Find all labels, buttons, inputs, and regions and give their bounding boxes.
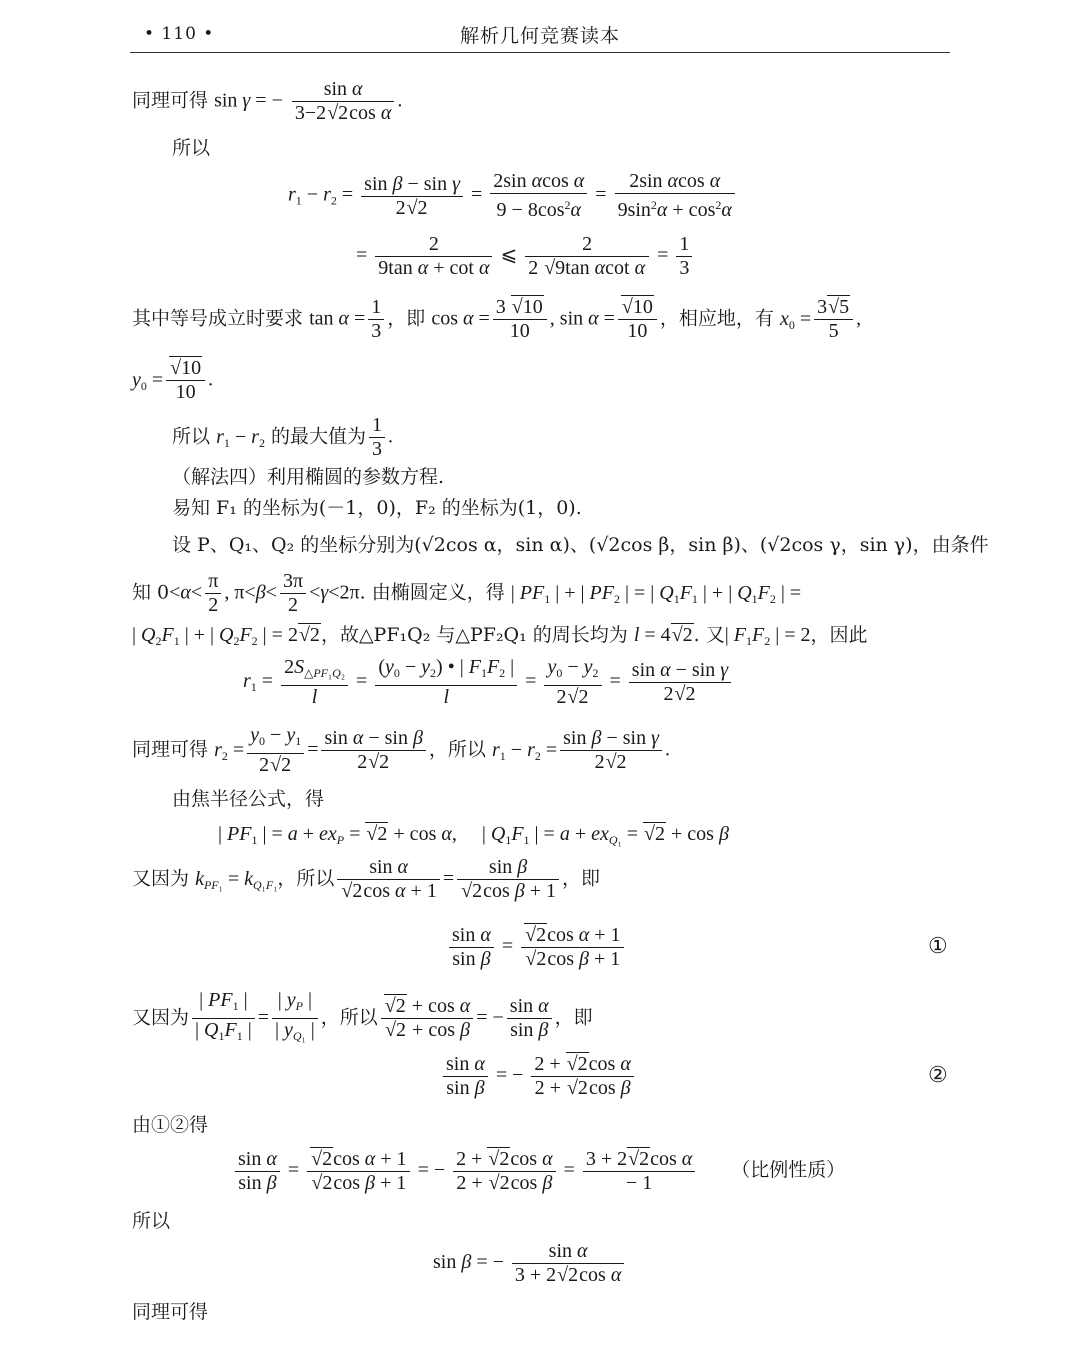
so-label-2: 所以: [132, 1210, 171, 1232]
text-equality: 其中等号成立时要求: [132, 307, 304, 330]
fraction: $\frac{\text{sin α}}{\text{3−2√2cos α}}$: [292, 78, 394, 125]
line-from-1-2: 由①②得: [132, 1114, 209, 1136]
line-final: 同理可得: [132, 1301, 209, 1323]
line-focal-radius: 由焦半径公式，得: [172, 788, 325, 810]
line-y0: $y_0$ = $\frac{√10}{10}$ .: [132, 357, 214, 403]
equation-combined: $\frac{\text{sin α}}{\text{sin β}}$ = $\frac{\text{√2cos α + 1}}{\text{√2cos β + 1}}$ = − $\frac{\text{2 + √2cos α}}{\text{2 + √2cos β}}$ = $\frac{\text{3 + 2√2cos α}}{- 1}$ （比例性质）: [232, 1148, 845, 1195]
line-ratio: 又因为 $\frac{| PF_1 |}{| Q_1F_1 |}$ = $\frac{| y_P |}{| y_{Q_1} |}$ ，所以 $\frac{\text{√2 + cos α}}{\text{√2 + cos β}}$ = − $\frac{\text{sin α}}{\text{sin β}}$ ，即: [132, 989, 593, 1043]
equation-label-two: ②: [928, 1063, 948, 1088]
line-equality: 其中等号成立时要求 tan α = $\frac{1}{3}$ ，即 cos α = $\frac{3 √10}{10}$ , sin α = $\frac{√10}{10}$ ，相应地，有 $x_0$ = $\frac{3√5}{5}$ ,: [132, 296, 862, 342]
line-sin-gamma: 同理可得 sin γ = − $\frac{\text{sin α}}{\text{3−2√2cos α}}$ .: [132, 78, 403, 124]
text-same-get: 同理可得: [132, 89, 209, 112]
line-foci: 易知 F₁ 的坐标为(－1，0)，F₂ 的坐标为(1，0).: [172, 497, 582, 519]
equation-focal-radius: | $PF_1$ | = $a + ex_P = √2 + \cos \alpha$, | $Q_1F_1$ | = $a + ex_{Q_1} = √2 + \cos \beta$: [218, 823, 729, 847]
so-label: 所以: [172, 137, 211, 159]
equation-one: $\frac{\text{sin α}}{\text{sin β}}$ = $\frac{\text{√2cos α + 1}}{\text{√2cos β + 1}}$: [446, 924, 627, 971]
equation-two: $\frac{\text{sin α}}{\text{sin β}}$ = − $\frac{\text{2 + √2cos α}}{\text{2 + √2cos β}}$: [440, 1053, 637, 1100]
running-header: [130, 18, 950, 53]
book-title: 解析几何竞赛读本: [459, 25, 620, 47]
line-maximum: 所以 $r_1 - r_2$ 的最大值为 $\frac{1}{3}$ .: [172, 414, 393, 460]
equation-bound: = $\frac{2}{\text{9tan α + cot α}}$ ⩽ $\frac{2}{\text{2 √9tan αcot α}}$ = $\frac{1}{3}$: [356, 233, 695, 280]
equation-label-one: ①: [928, 934, 948, 959]
page-number: • 110 •: [144, 24, 215, 44]
line-conditions: 知 0<α< $\frac{\pi}{2}$ , π<β< $\frac{3\pi}{2}$ <γ<2π. 由椭圆定义，得 | $PF_1$ | + | $PF_2$ | = | $Q_1F_1$ | + | $Q_1F_2$ | =: [132, 570, 802, 616]
method-four-heading: （解法四）利用椭圆的参数方程.: [172, 466, 445, 488]
line-perimeter: | $Q_2F_1$ | + | $Q_2F_2$ | = 2√2，故△PF₁Q₂ 与△PF₂Q₁ 的周长均为 l = 4√2. 又| $F_1F_2$ | = 2，因此: [132, 624, 868, 648]
equation-r1-minus-r2: $r_1 - r_2$ = $\frac{\text{sin β − sin γ}}{2√2}$ = $\frac{\text{2sin αcos α}}{9 - 8\cos^2\alpha}$ = $\frac{\text{2sin αcos α}}{9\sin^2\alpha + \cos^2\alpha}$: [288, 170, 738, 222]
equation-r1: $r_1$ = $\frac{2S_{\triangle PF_1Q_2}}{l}$ = $\frac{(y_0 - y_2) • | F_1F_2 |}{l}$ = $\frac{y_0 - y_2}{2√2}$ = $\frac{\text{sin α − sin γ}}{2√2}$: [243, 656, 734, 709]
line-set-coordinates: 设 P、Q₁、Q₂ 的坐标分别为(√2cos α，sin α)、(√2cos β，sin β)、(√2cos γ，sin γ)，由条件: [172, 534, 989, 556]
line-slope: 又因为 $k_{PF_1} = k_{Q_1F_1}$，所以 $\frac{\text{sin α}}{\text{√2cos α + 1}}$ = $\frac{\text{sin β}}{\text{√2cos β + 1}}$ ，即: [132, 856, 601, 902]
equation-sin-beta: sin β = − $\frac{\text{sin α}}{\text{3 + 2√2cos α}}$: [433, 1240, 627, 1287]
line-r2: 同理可得 $r_2$ = $\frac{y_0 - y_1}{2√2}$ = $\frac{\text{sin α − sin β}}{2√2}$ ，所以 $r_1 - r_2$ = $\frac{\text{sin β − sin γ}}{2√2}$ .: [132, 724, 670, 776]
